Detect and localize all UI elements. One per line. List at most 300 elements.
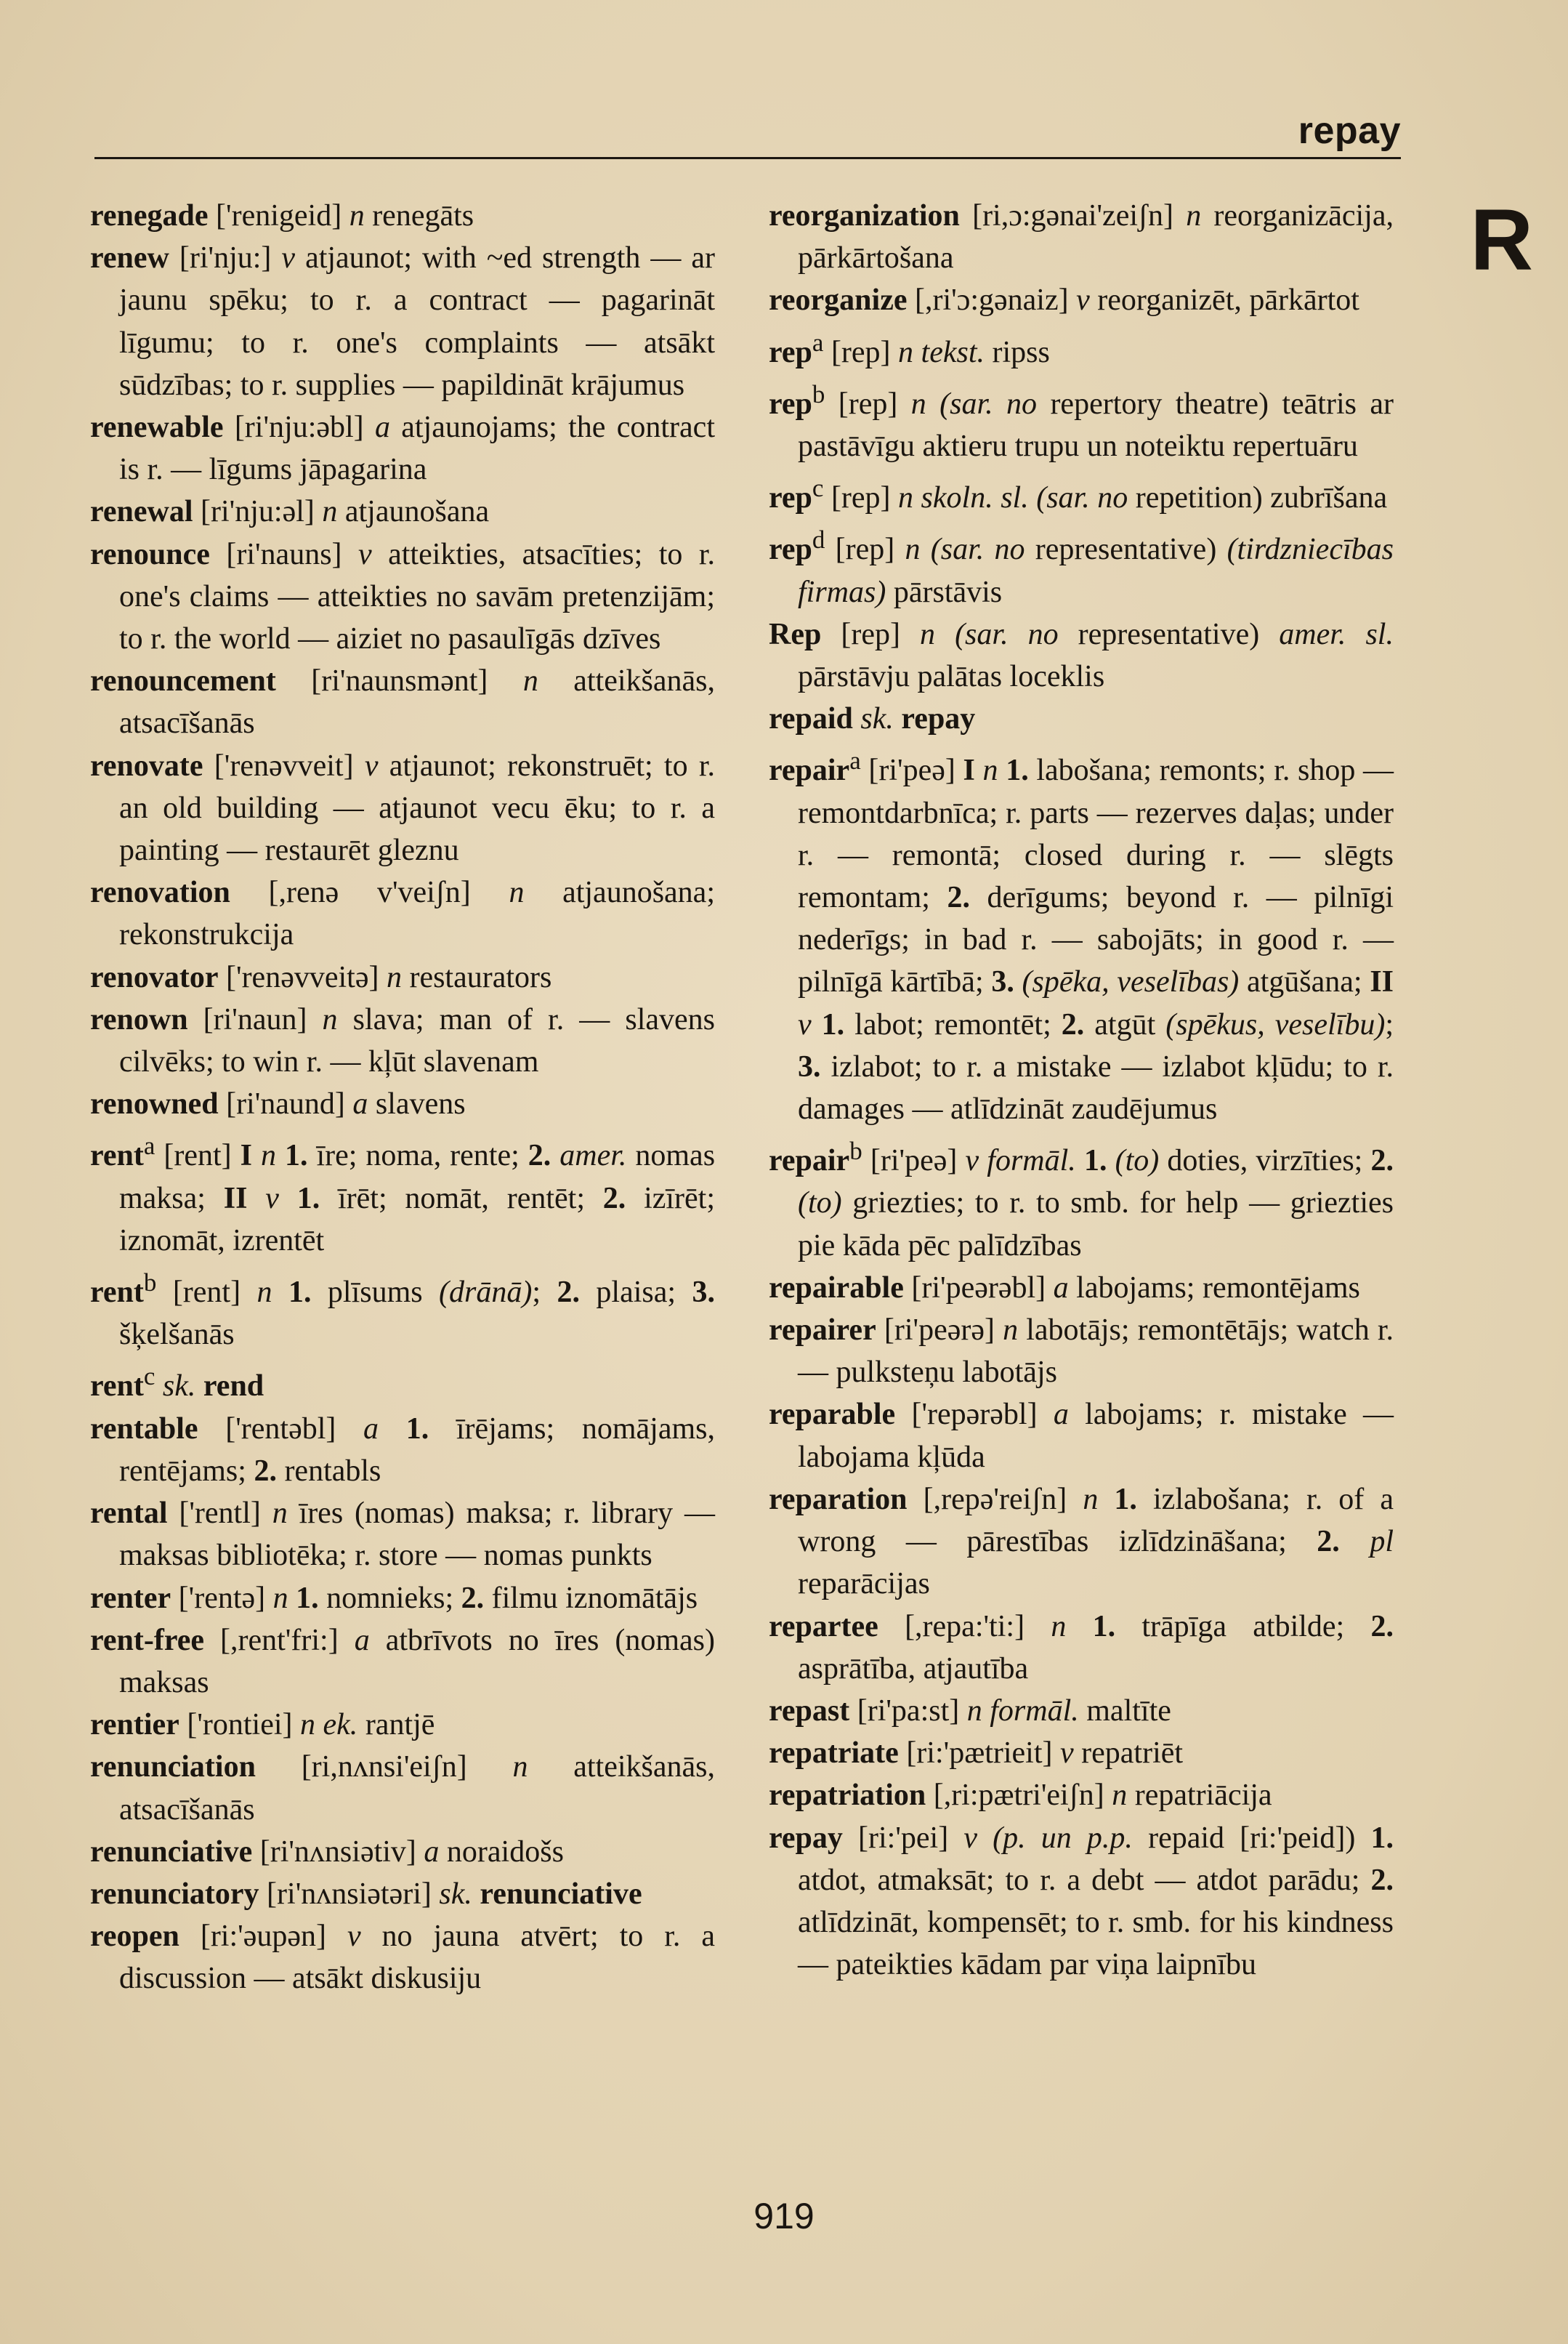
- entry-text: no jauna atvērt; to r. a discussion — atsākt diskusiju: [119, 1920, 715, 1996]
- entry-bold-text: renew: [90, 241, 169, 275]
- dictionary-entry: [769, 1478, 1394, 1606]
- entry-bold-text: rep: [769, 533, 812, 567]
- entry-bold-text: 1.: [1114, 1482, 1137, 1516]
- entry-text: [155, 1369, 163, 1403]
- dictionary-entry: [90, 956, 715, 999]
- entry-bold-text: repay: [901, 702, 976, 736]
- dictionary-entry: [90, 1356, 715, 1407]
- entry-italic-text: n: [509, 876, 525, 910]
- entry-text: [1014, 965, 1022, 999]
- entry-text: plaisa;: [579, 1276, 692, 1310]
- dictionary-entry: [769, 1690, 1394, 1732]
- entry-bold-text: 1.: [1083, 1144, 1107, 1178]
- entry-homonym-mark: a: [849, 746, 861, 776]
- entry-bold-text: rend: [203, 1369, 264, 1403]
- entry-bold-text: 2.: [528, 1139, 551, 1173]
- entry-text: atgūt: [1084, 1007, 1166, 1042]
- entry-italic-text: v (p. un p.p.: [963, 1821, 1133, 1855]
- entry-text: [247, 1182, 265, 1215]
- entry-italic-text: amer. sl.: [1279, 617, 1394, 651]
- entry-text: ['rontiei]: [179, 1708, 301, 1742]
- entry-bold-text: renunciatory: [90, 1877, 259, 1911]
- entry-text: [rent]: [155, 1139, 241, 1173]
- entry-bold-text: repatriation: [769, 1779, 926, 1813]
- entry-bold-text: repatriate: [769, 1736, 899, 1771]
- entry-text: slava; man of r. — slavens cilvēks; to win r. — kļūt slavenam: [119, 1002, 715, 1079]
- entry-bold-text: renter: [90, 1581, 171, 1615]
- entry-italic-text: v: [265, 1181, 279, 1215]
- entry-text: izīrēt; iznomāt, izrentēt: [119, 1181, 716, 1257]
- entry-italic-text: (to): [1115, 1144, 1160, 1178]
- entry-bold-text: renunciation: [90, 1750, 256, 1784]
- entry-bold-text: reorganization: [769, 199, 960, 233]
- entry-bold-text: rep: [769, 387, 812, 421]
- dictionary-entry: [769, 1774, 1394, 1816]
- entry-text: [ri'naund]: [218, 1087, 353, 1121]
- entry-bold-text: repairable: [769, 1270, 904, 1305]
- entry-italic-text: v: [1076, 283, 1090, 318]
- entry-text: labotājs; remontētājs; watch r. — pulksteņu labotājs: [798, 1313, 1394, 1390]
- dictionary-entry: [769, 1732, 1394, 1774]
- entry-text: [rep]: [825, 387, 911, 421]
- entry-text: repatriēt: [1073, 1736, 1184, 1771]
- entry-text: atteikšanās, atsacīšanās: [119, 1750, 715, 1827]
- entry-text: labojams; r. mistake — labojama kļūda: [798, 1398, 1394, 1474]
- entry-text: [998, 754, 1006, 787]
- entry-text: atlīdzināt, kompensēt; to r. smb. for his kindness — pateikties kādam par viņa laipnību: [798, 1905, 1394, 1982]
- dictionary-entry: [90, 1915, 715, 1999]
- entry-italic-text: sk.: [860, 702, 894, 736]
- entry-text: labojams; remontējams: [1068, 1270, 1360, 1305]
- entry-bold-text: repaid: [769, 702, 853, 736]
- entry-text: [ri:'pætrieit]: [898, 1736, 1060, 1771]
- entry-text: [1066, 1610, 1092, 1643]
- entry-bold-text: renovate: [90, 749, 203, 783]
- entry-text: renegāts: [364, 199, 474, 233]
- entry-text: šķelšanās: [119, 1318, 235, 1352]
- page-number: 919: [753, 2196, 815, 2236]
- entry-bold-text: 1.: [1092, 1609, 1116, 1643]
- entry-italic-text: a: [363, 1411, 379, 1446]
- entry-text: ;: [1385, 1007, 1394, 1042]
- entry-bold-text: renowned: [90, 1087, 219, 1121]
- entry-text: [812, 1008, 822, 1042]
- entry-bold-text: 2.: [1061, 1007, 1085, 1042]
- entry-text: [ri'peərə]: [876, 1313, 1003, 1348]
- entry-text: [rent]: [156, 1276, 257, 1310]
- entry-bold-text: 1.: [284, 1139, 308, 1173]
- dictionary-entry: [769, 322, 1394, 374]
- entry-homonym-mark: d: [812, 525, 825, 555]
- entry-bold-text: 1.: [405, 1411, 429, 1446]
- entry-bold-text: renown: [90, 1002, 188, 1036]
- entry-text: īrējams; nomājams, rentējams;: [119, 1411, 715, 1488]
- entry-italic-text: n: [256, 1276, 272, 1310]
- entry-text: [ri,nʌnsi'eiʃn]: [255, 1750, 513, 1784]
- entry-italic-text: n skoln. sl. (sar. no: [898, 481, 1128, 515]
- entry-text: [ri'peə]: [862, 1144, 966, 1178]
- entry-text: asprātība, atjautība: [798, 1651, 1029, 1685]
- entry-text: [ri:'pei]: [842, 1821, 964, 1855]
- entry-text: pārstāvis: [886, 575, 1003, 609]
- entry-italic-text: n: [1051, 1609, 1067, 1643]
- entry-homonym-mark: c: [812, 474, 824, 503]
- entry-text: [272, 1276, 288, 1309]
- dictionary-entry: [90, 406, 715, 491]
- entry-italic-text: pl: [1370, 1525, 1394, 1559]
- entry-text: [ri,ɔ:gənai'zeiʃn]: [959, 199, 1187, 233]
- entry-bold-text: rent: [90, 1276, 144, 1310]
- entry-text: [1107, 1144, 1115, 1177]
- entry-bold-text: repartee: [769, 1609, 878, 1643]
- entry-bold-text: renunciative: [90, 1834, 253, 1869]
- entry-text: [ri'nju:əl]: [193, 495, 323, 529]
- entry-bold-text: 3.: [798, 1050, 821, 1084]
- entry-bold-text: renounce: [90, 537, 210, 571]
- dictionary-entry: [90, 1577, 715, 1619]
- entry-text: [1076, 1144, 1084, 1177]
- entry-text: plīsums: [311, 1276, 440, 1310]
- entry-italic-text: n: [386, 960, 402, 994]
- dictionary-entry: [769, 195, 1394, 279]
- entry-italic-text: v: [364, 749, 379, 783]
- dictionary-entry: [90, 491, 715, 533]
- entry-bold-text: renovation: [90, 876, 230, 910]
- entry-text: trāpīga atbilde;: [1115, 1609, 1371, 1643]
- entry-bold-text: I: [963, 754, 975, 788]
- dictionary-entry: [769, 698, 1394, 740]
- entry-text: ['repərəbl]: [895, 1398, 1054, 1432]
- dictionary-entry: [769, 740, 1394, 1130]
- dictionary-entry: [769, 374, 1394, 467]
- entry-text: [ri'nʌnsiətiv]: [252, 1834, 424, 1869]
- entry-bold-text: repast: [769, 1693, 850, 1728]
- entry-text: atjaunošana; rekonstrukcija: [119, 876, 715, 952]
- entry-text: [472, 1877, 480, 1911]
- entry-text: restaurators: [401, 960, 552, 994]
- entry-bold-text: II: [1370, 965, 1394, 999]
- dictionary-entry: [90, 1873, 715, 1915]
- dictionary-entry: [769, 279, 1394, 321]
- entry-homonym-mark: b: [143, 1268, 157, 1297]
- entry-text: [1340, 1525, 1370, 1558]
- entry-bold-text: 2.: [602, 1181, 626, 1215]
- entry-text: [,rent'fri:]: [204, 1623, 355, 1657]
- dictionary-entry: [769, 467, 1394, 519]
- entry-italic-text: v formāl.: [965, 1144, 1076, 1178]
- entry-italic-text: n: [1112, 1779, 1128, 1813]
- entry-text: izlabošana; r. of a wrong — pārestības izlīdzināšana;: [798, 1482, 1394, 1559]
- dictionary-entry: [90, 871, 715, 956]
- entry-text: atbrīvots no īres (nomas) maksas: [119, 1623, 716, 1699]
- entry-italic-text: a: [1053, 1270, 1069, 1305]
- dictionary-entry: [90, 237, 715, 406]
- dictionary-entry: [90, 1619, 715, 1704]
- entry-text: reorganizēt, pārkārtot: [1089, 283, 1359, 318]
- entry-bold-text: reopen: [90, 1920, 179, 1954]
- entry-text: [ri'naunsmənt]: [275, 664, 523, 698]
- entry-bold-text: renouncement: [90, 664, 276, 698]
- entry-italic-text: n: [272, 1581, 288, 1615]
- entry-homonym-mark: a: [812, 328, 824, 357]
- entry-bold-text: renewable: [90, 411, 224, 445]
- entry-bold-text: rentier: [90, 1708, 179, 1742]
- dictionary-entry: [90, 660, 715, 744]
- left-column: [90, 195, 715, 2000]
- entry-bold-text: repay: [769, 1821, 843, 1855]
- entry-text: repertory theatre) teātris ar pastāvīgu aktieru trupu un noteiktu repertuāru: [798, 387, 1394, 464]
- entry-text: rentabls: [276, 1454, 381, 1488]
- entry-bold-text: 1.: [288, 1276, 312, 1310]
- entry-text: reparācijas: [798, 1567, 930, 1601]
- dictionary-entry: [90, 1492, 715, 1576]
- entry-bold-text: 2.: [1317, 1525, 1340, 1559]
- entry-bold-text: renunciative: [480, 1877, 642, 1911]
- entry-italic-text: (drānā): [439, 1276, 533, 1310]
- entry-italic-text: n: [1003, 1313, 1019, 1348]
- entry-text: atteikšanās, atsacīšanās: [119, 664, 715, 741]
- entry-italic-text: n: [982, 754, 998, 788]
- dictionary-entry: [90, 999, 715, 1083]
- entry-text: [ri'nju:]: [169, 241, 282, 275]
- entry-bold-text: 1.: [1370, 1821, 1394, 1855]
- entry-text: [195, 1369, 203, 1403]
- dictionary-entry: [90, 745, 715, 872]
- entry-bold-text: 1.: [296, 1181, 320, 1215]
- entry-text: atjaunot; with ~ed strength — ar jaunu spēku; to r. a contract — pagarināt līgumu; to r. one's complaints — atsākt sūdzības; to r. supplies — papildināt krājumus: [119, 241, 715, 402]
- entry-italic-text: (to): [798, 1186, 842, 1220]
- entry-italic-text: n formāl.: [966, 1693, 1079, 1728]
- entry-text: derīgums; beyond r. — pilnīgi nederīgs; in bad r. — sabojāts; in good r. — pilnīgā kārtībā;: [798, 881, 1394, 999]
- entry-italic-text: n: [260, 1139, 276, 1173]
- entry-text: filmu iznomātājs: [484, 1581, 698, 1615]
- entry-text: atjaunojams; the contract is r. — līgums jāpagarina: [119, 411, 715, 487]
- entry-text: ['rentl]: [167, 1497, 272, 1531]
- guide-word: repay: [1298, 110, 1401, 152]
- entry-text: ['renəvveit]: [203, 749, 365, 783]
- header-rule: [94, 157, 1401, 159]
- entry-text: ripss: [985, 335, 1050, 369]
- entry-bold-text: repairer: [769, 1313, 876, 1348]
- entry-text: īres (nomas) maksa; r. library — maksas bibliotēka; r. store — nomas punkts: [119, 1497, 715, 1573]
- entry-text: [288, 1582, 296, 1615]
- entry-italic-text: n: [1083, 1482, 1099, 1516]
- entry-text: labošana; remonts; r. shop — remontdarbnīca; r. parts — rezerves daļas; under r. — remontā; closed during r. — slēgts remontam;: [798, 754, 1394, 915]
- entry-bold-text: 1.: [821, 1007, 845, 1042]
- entry-text: representative): [1025, 533, 1227, 567]
- right-column: [769, 195, 1394, 1986]
- entry-italic-text: v: [281, 241, 296, 275]
- entry-text: [ri'naun]: [187, 1002, 323, 1036]
- dictionary-entry: [90, 1831, 715, 1873]
- entry-bold-text: 2.: [557, 1276, 580, 1310]
- entry-italic-text: a: [424, 1834, 440, 1869]
- dictionary-entry: [769, 1309, 1394, 1393]
- entry-homonym-mark: a: [143, 1132, 155, 1161]
- dictionary-entry: [90, 1125, 715, 1262]
- entry-text: repaid [ri:'peid]): [1132, 1821, 1371, 1855]
- entry-bold-text: rent: [90, 1369, 144, 1403]
- entry-italic-text: a: [352, 1087, 368, 1121]
- entry-italic-text: v: [1060, 1736, 1074, 1771]
- entry-italic-text: n: [272, 1497, 288, 1531]
- entry-text: īrēt; nomāt, rentēt;: [320, 1181, 603, 1215]
- entry-bold-text: renovator: [90, 960, 219, 994]
- entry-text: pārstāvju palātas loceklis: [798, 660, 1105, 694]
- dictionary-entry: [90, 1408, 715, 1492]
- dictionary-entry: [769, 1817, 1394, 1986]
- entry-homonym-mark: b: [812, 379, 825, 408]
- entry-text: [ri'peə]: [860, 754, 963, 788]
- entry-text: [,renə v'veiʃn]: [230, 876, 509, 910]
- entry-text: ['rentəbl]: [198, 1411, 364, 1446]
- entry-text: [ri:'əupən]: [179, 1920, 347, 1954]
- entry-text: [ri'nʌnsiətəri]: [259, 1877, 440, 1911]
- entry-italic-text: n: [322, 495, 338, 529]
- entry-bold-text: renegade: [90, 199, 209, 233]
- entry-text: [,ri:pætri'eiʃn]: [926, 1779, 1112, 1813]
- entry-text: nomas maksa;: [119, 1139, 716, 1215]
- entry-text: repatriācija: [1127, 1779, 1272, 1813]
- entry-bold-text: 1.: [1006, 754, 1029, 788]
- entry-bold-text: rep: [769, 481, 812, 515]
- entry-text: slavens: [368, 1087, 466, 1121]
- entry-bold-text: repair: [769, 1144, 850, 1178]
- entry-text: atjaunošana: [337, 495, 490, 529]
- entry-text: ['renigeid]: [208, 199, 349, 233]
- entry-text: [279, 1182, 297, 1215]
- entry-bold-text: 3.: [692, 1276, 715, 1310]
- entry-text: [551, 1139, 559, 1172]
- entry-text: noraidošs: [439, 1834, 564, 1869]
- dictionary-entry: [90, 1746, 715, 1830]
- entry-text: īre; noma, rente;: [307, 1139, 528, 1173]
- entry-text: atteikties, atsacīties; to r. one's claims — atteikties no savām pretenzijām; to r. the world — aiziet no pasaulīgās dzīves: [119, 537, 715, 656]
- dictionary-entry: [769, 1606, 1394, 1690]
- dictionary-entry: [90, 1262, 715, 1356]
- entry-text: [,repə'reiʃn]: [907, 1482, 1083, 1516]
- entry-italic-text: (spēkus, veselību): [1165, 1007, 1386, 1042]
- entry-text: [276, 1139, 285, 1172]
- dictionary-entry: [90, 1704, 715, 1746]
- entry-text: [975, 754, 983, 787]
- entry-italic-text: sk.: [162, 1369, 196, 1403]
- entry-text: [894, 702, 902, 736]
- entry-bold-text: II: [223, 1181, 248, 1215]
- entry-italic-text: n: [1186, 199, 1202, 233]
- dictionary-entry: [90, 1083, 715, 1125]
- entry-text: doties, virzīties;: [1159, 1144, 1371, 1178]
- entry-bold-text: reparation: [769, 1482, 908, 1516]
- entry-italic-text: n: [522, 664, 538, 698]
- entry-text: representative): [1058, 617, 1280, 651]
- entry-text: [rep]: [823, 481, 899, 515]
- entry-bold-text: rentable: [90, 1411, 198, 1446]
- entry-text: labot; remontēt;: [844, 1007, 1062, 1042]
- entry-bold-text: 2.: [1370, 1609, 1394, 1643]
- entry-text: atdot, atmaksāt; to r. a debt — atdot parādu;: [798, 1863, 1371, 1897]
- entry-bold-text: 2.: [1370, 1863, 1394, 1897]
- entry-text: maltīte: [1078, 1693, 1171, 1728]
- entry-bold-text: I: [240, 1139, 252, 1173]
- entry-bold-text: rent-free: [90, 1623, 205, 1657]
- dictionary-entry: [90, 533, 715, 661]
- entry-italic-text: (tirdzniecības firmas): [798, 533, 1394, 609]
- entry-italic-text: v: [347, 1920, 361, 1954]
- entry-text: [rep]: [821, 617, 921, 651]
- entry-bold-text: rent: [90, 1139, 144, 1173]
- entry-text: ['rentə]: [171, 1581, 273, 1615]
- entry-text: rantjē: [357, 1708, 435, 1742]
- entry-text: atjaunot; rekonstruēt; to r. an old building — atjaunot vecu ēku; to r. a painting — restaurēt gleznu: [119, 749, 716, 868]
- entry-text: atgūšana;: [1239, 965, 1370, 999]
- entry-italic-text: a: [354, 1623, 370, 1657]
- entry-italic-text: a: [1053, 1398, 1069, 1432]
- dictionary-entry: [90, 195, 715, 237]
- entry-text: griezties; to r. to smb. for help — griezties pie kāda pēc palīdzības: [798, 1186, 1394, 1262]
- entry-italic-text: v: [798, 1007, 812, 1042]
- entry-italic-text: n: [349, 199, 365, 233]
- entry-bold-text: repair: [769, 754, 850, 788]
- entry-italic-text: amer.: [559, 1139, 627, 1173]
- entry-bold-text: reparable: [769, 1398, 896, 1432]
- entry-text: [379, 1412, 406, 1446]
- entry-bold-text: Rep: [769, 617, 822, 651]
- entry-italic-text: n (sar. no: [920, 617, 1059, 651]
- dictionary-entry: [769, 613, 1394, 698]
- entry-text: [ri'nauns]: [209, 537, 358, 571]
- entry-italic-text: a: [374, 411, 390, 445]
- entry-homonym-mark: c: [143, 1362, 155, 1391]
- entry-bold-text: 3.: [991, 965, 1014, 999]
- thumb-index-letter: R: [1470, 191, 1533, 289]
- entry-italic-text: (spēka, veselības): [1022, 965, 1240, 999]
- entry-text: [252, 1139, 261, 1172]
- entry-text: ['renəvveitə]: [218, 960, 387, 994]
- dictionary-entry: [769, 1130, 1394, 1267]
- entry-bold-text: 1.: [296, 1581, 319, 1615]
- entry-text: [,repa:'ti:]: [878, 1609, 1051, 1643]
- dictionary-entry: [769, 1267, 1394, 1309]
- entry-text: [rep]: [823, 335, 899, 369]
- entry-text: [,ri'ɔ:gənaiz]: [907, 283, 1077, 318]
- entry-text: [ri'pa:st]: [849, 1693, 967, 1728]
- entry-italic-text: n tekst.: [898, 335, 985, 369]
- dictionary-entry: [769, 519, 1394, 613]
- entry-text: nomnieks;: [318, 1581, 461, 1615]
- entry-text: izlabot; to r. a mistake — izlabot kļūdu; to r. damages — atlīdzināt zaudējumus: [798, 1050, 1394, 1127]
- entry-italic-text: n ek.: [300, 1708, 358, 1742]
- entry-text: [ri'peərəbl]: [903, 1270, 1054, 1305]
- entry-text: reorganizācija, pārkārtošana: [798, 199, 1394, 275]
- entry-text: [853, 702, 861, 736]
- entry-bold-text: 2.: [254, 1454, 277, 1488]
- entry-bold-text: 2.: [1370, 1144, 1394, 1178]
- entry-bold-text: reorganize: [769, 283, 908, 318]
- entry-text: [rep]: [825, 533, 905, 567]
- entry-bold-text: renewal: [90, 495, 193, 529]
- entry-bold-text: 2.: [947, 881, 970, 915]
- entry-italic-text: sk.: [439, 1877, 472, 1911]
- entry-italic-text: n (sar. no: [905, 533, 1025, 567]
- entry-italic-text: n: [512, 1750, 528, 1784]
- dictionary-entry: [769, 1393, 1394, 1478]
- entry-text: repetition) zubrīšana: [1128, 481, 1388, 515]
- entry-bold-text: 2.: [461, 1581, 485, 1615]
- entry-homonym-mark: b: [849, 1137, 862, 1166]
- entry-bold-text: rental: [90, 1497, 168, 1531]
- entry-text: [1098, 1483, 1114, 1516]
